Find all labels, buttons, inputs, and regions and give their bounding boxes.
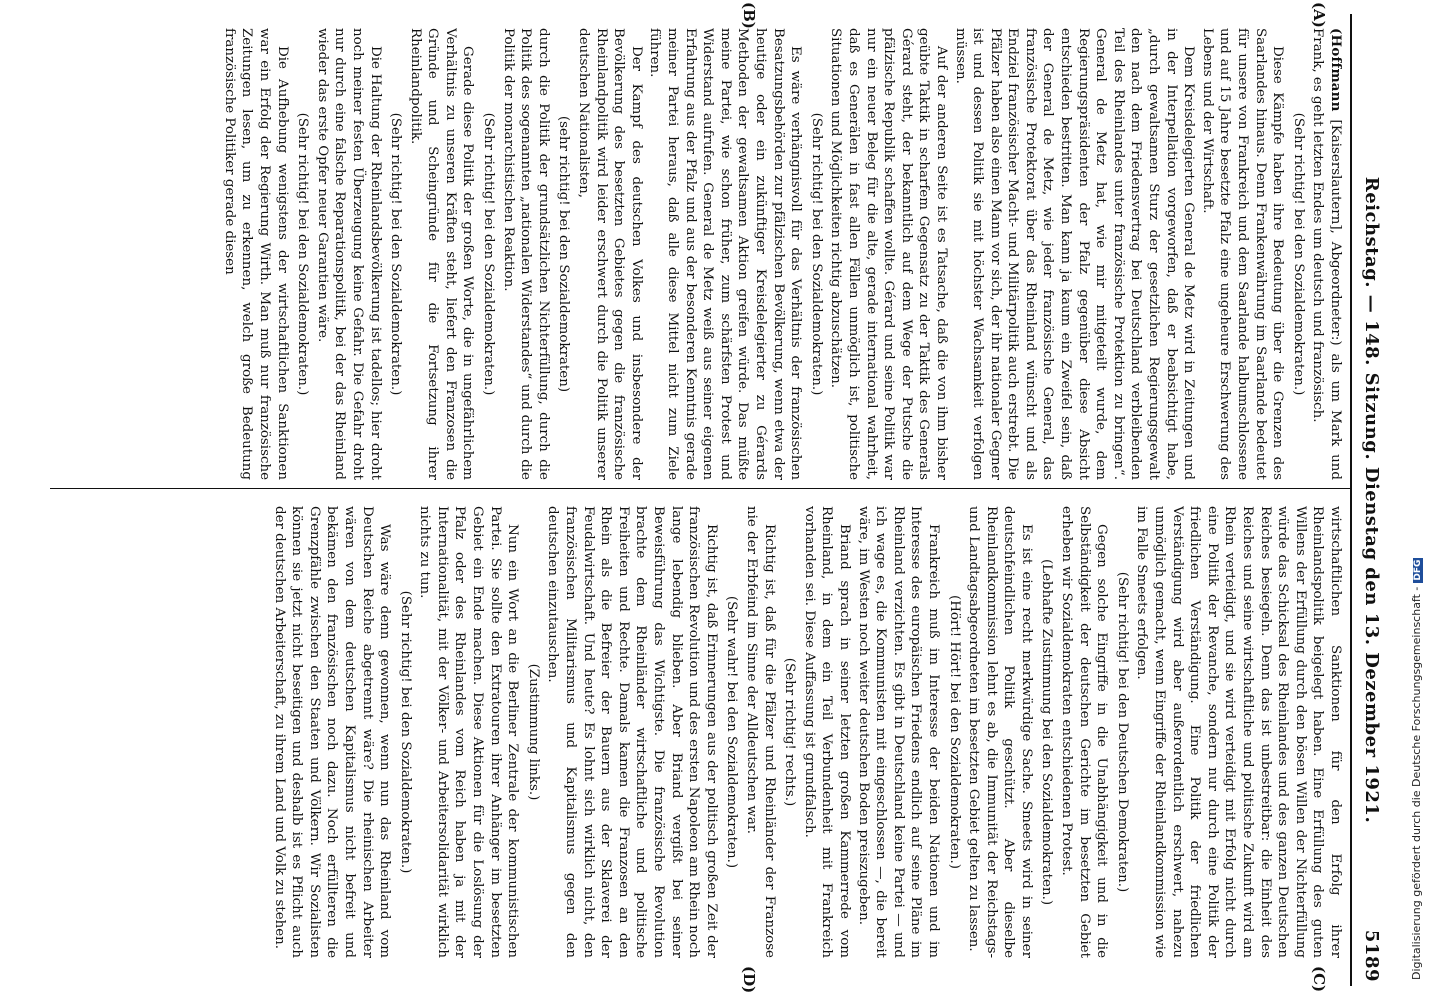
paragraph: Gerade diese Politik der großen Worte, die in ungefährlichem Verhältnis zu unseren Kräften steht, liefert den Franzosen die Gründe und Scheingründe für die Fortsetzung ihrer Rheinlandpolitik.: [407, 28, 476, 480]
interjection: (Sehr richtig! bei den Deutschen Demokraten.): [1114, 571, 1130, 893]
margin-marker-d: (D): [740, 966, 758, 994]
margin-marker-b: (B): [740, 2, 758, 29]
header-rule: [1350, 14, 1352, 986]
column-divider: [50, 488, 1350, 489]
interjection: (Sehr wahr! bei den Sozialdemokraten.): [724, 595, 740, 869]
paragraph: Es wäre verhängnisvoll für das Verhältnis der französischen Besatzungsbehörden zur pfälzischen Bevölkerung, wenn etwa der heutige oder ein zukünftiger Kreisdelegierter zu Gérards Methoden der gewaltsamen Aktion greifen würde. Das müßte meine Partei, wie schon früher, zum schärfsten Protest und Widerstand aufrufen. General de Metz weiß aus seiner eigenen Erfahrung aus der Pfalz und aus der besonderen Kenntnis gerade meiner Partei heraus, daß alle diese Mittel nicht zum Ziele führen.: [647, 28, 804, 480]
interjection: (Sehr richtig! bei den Sozialdemokraten.): [1290, 112, 1306, 396]
margin-marker-a: (A): [1310, 2, 1328, 28]
page-number: 5189: [1361, 929, 1382, 982]
interjection: (sehr richtig! bei den Sozialdemokraten): [556, 115, 572, 393]
paragraph: Die Haltung der Rheinlandsbevölkerung ist tadellos; hier droht noch meiner festen Überzeugung keine Gefahr. Die Gefahr droht nur durch eine falsche Reparationspolitik, bei der das Rheinland wieder das erste Opfer neuer Garantien wäre.: [314, 28, 383, 480]
paragraph: Nun ein Wort an die Berliner Zentrale der kommunistischen Partei. Sie sollte den Extratouren ihrer Anhänger im besetzten Gebiet ein Ende machen. Diese Aktionen für die Loslösung der Pfalz oder des Rheinlandes vom Reich haben ja mit der Internationalität, mit der Völker- und Arbeitersolidarität wirklich nichts zu tun.: [417, 506, 521, 958]
interjection: (Lebhafte Zustimmung bei den Sozialdemokraten.): [1039, 558, 1055, 906]
margin-marker-c: (C): [1310, 966, 1328, 993]
paragraph: Der Kampf des deutschen Volkes und insbesondere der Bevölkerung des besetzten Gebietes gegen die französische Rheinlandpolitik wird leider erschwert durch die Politik unserer deutschen Nationalisten,: [576, 28, 644, 480]
interjection: (Sehr richtig! bei den Sozialdemokraten.): [481, 112, 497, 396]
right-text-column: [54, 506, 1344, 958]
paragraph: Briand sprach in seiner letzten großen Kammerrede vom Rheinland, in dem ein Teil Verbundenheit mit Frankreich vorhanden sei. Diese Auffassung ist grundfalsch.: [801, 506, 852, 958]
interjection: (Sehr richtig! rechts.): [782, 657, 798, 807]
footer-credit-text: Digitalisierung gefördert durch die Deutsche Forschungsgemeinschaft -: [1410, 586, 1423, 980]
paragraph: Auf der anderen Seite ist es Tatsache, daß die von ihm bisher geübte Taktik in scharfem Gegensatz zu der Taktik des Generals Gérard steht, der bekanntlich auf dem Wege der Putsche die pfälzische Republik schaffen wollte. Gérard und seine Politik war nur ein neuer Beleg für die alte, gerade international wahrheit, daß es Generälen in fast allen Fällen unmöglich ist, politische Situationen und Möglichkeiten richtig abzuschätzen.: [828, 28, 949, 480]
paragraph: Richtig ist, daß für die Pfälzer und Rheinländer der Franzose nie der Erbfeind im Sinne der Alldeutschen war.: [744, 506, 777, 958]
paragraph: wirtschaftlichen Sanktionen für den Erfolg ihrer Rheinlandspolitik beigelegt haben. Eine Erfüllung des guten Willens der Erfüllung durch den bösen Willen der Nichterfüllung würde das Schicksal des Rheinlandes und des ganzen Deutschen Reiches besiegeln. Denn das ist unbestreitbar: die Einheit des Reiches und seine wirtschaftliche und politische Zukunft wird am Rhein verteidigt, und sie wird verteidigt mit Erfolg nicht durch eine Politik der Revanche, sondern nur durch eine Politik der friedlichen Verständigung. Eine Politik der friedlichen Verständigung wird aber außerordentlich erschwert, nahezu unmöglich gemacht, wenn Eingriffe der Rheinlandkommission wie im Falle Smeets erfolgen.: [1134, 506, 1343, 958]
paragraph: Dem Kreisdelegierten General de Metz wird in Zeitungen und in der Interpellation vorgeworfen, daß er beabsichtigt habe, „durch gewaltsamen Sturz der gesetzlichen Regierungsgewalt den nach dem Friedensvertrag bei Deutschland verbleibenden Teil des Rheinlandes unter französische Protektion zu bringen“. General de Metz hat, wie mir mitgeteilt wurde, dem Regierungspräsidenten der Pfalz gegenüber diese Absicht entschieden bestritten. Man kann ja kaum ein Zweifel sein, daß der General de Metz, wie jeder französische General, das französische Protektorat über das Rheinland wünscht und als Endziel französischer Macht- und Militärpolitik auch erstrebt. Die Pfälzer haben also einen Mann vor sich, der ihr nationaler Gegner ist und dessen Politik sie mit höchster Wachsamkeit verfolgen müssen.: [952, 28, 1197, 480]
paragraph: Gegen solche Eingriffe in die Unabhängigkeit und in die Selbständigkeit der deutschen Gerichte im besetzten Gebiet erheben wir Sozialdemokraten entschiedenen Protest.: [1059, 506, 1110, 958]
page-header: [1348, 14, 1384, 986]
header-title: Reichstag. — 148. Sitzung. Dienstag den 13. Dezember 1921.: [1361, 176, 1382, 824]
paragraph: Es ist eine recht merkwürdige Sache. Smeets wird in seiner deutschfeindlichen Politik geschützt. Aber dieselbe Rheinlandkommission lehnt es ab, die Immunität der Reichstags- und Landtagsabgeordneten im besetzten Gebiet gelten zu lassen.: [966, 506, 1034, 958]
interjection: (Sehr richtig! bei den Sozialdemokraten.): [295, 112, 311, 396]
interjection: (Sehr richtig! bei den Sozialdemokraten.): [397, 590, 413, 874]
left-text-column: [54, 28, 1344, 480]
paragraph: [1309, 28, 1344, 480]
speaker-name: (Hoffmann: [1328, 28, 1344, 112]
paragraph: Richtig ist, daß Erinnerungen aus der politisch großen Zeit der französischen Revolution und des ersten Napoleon am Rhein noch lange lebendig blieben. Aber Briand vergißt bei seiner Beweisführung das Wichtigste. Die französische Revolution brachte dem Rheinländer wirtschaftliche und politische Freiheiten und Rechte. Damals kamen die Franzosen an den Rhein als die Befreier der Bauern aus der Sklaverei der Feudalwirtschaft. Und heute? Es lohnt sich wirklich nicht, den französischen Militarismus und Kapitalismus gegen den deutschen einzutauschen.: [545, 506, 719, 958]
interjection: (Zustimmung links.): [525, 663, 541, 801]
footer-credit: [1410, 559, 1423, 980]
interjection: (Hört! Hört! bei den Sozialdemokraten.): [946, 595, 962, 869]
paragraph: Frankreich muß im Interesse der beiden Nationen und im Interesse des europäischen Friedens endlich auf seine Pläne im Rheinland verzichten. Es gibt in Deutschland keine Partei — und ich wage es, die Kommunisten mit eingeschlossen —, die bereit wäre, im Westen noch weiter deutschen Boden preiszugeben.: [855, 506, 941, 958]
paragraph: Was wäre denn gewonnen, wenn nun das Rheinland vom Deutschen Reiche abgetrennt wäre? Die rheinischen Arbeiter wären von dem deutschen Kapitalismus nicht befreit und bekämen den französischen noch dazu. Noch erfüllteren die Grenzpfähle zwischen den Staaten und Völkern. Wir Sozialisten können sie jetzt nicht beseitigen und deshalb ist es Pflicht auch der deutschen Arbeiterschaft, zu ihrem Land und Volk zu stehen.: [271, 506, 393, 958]
interjection: (Sehr richtig! bei den Sozialdemokraten.): [388, 112, 404, 396]
paragraph-text: [Kaiserslautern], Abgeordneter:) als um Mark und Frank, es geht letzten Endes um deutsch und französisch.: [1310, 28, 1343, 480]
paragraph: Diese Kämpfe haben ihre Bedeutung über die Grenzen des Saarlandes hinaus. Denn Frankenwährung im Saarlande bedeutet für unsere von Frankreich und dem Saarlande halbumschlossene und auf 15 Jahre besetzte Pfalz eine ungeheure Erschwerung des Lebens und der Wirtschaft.: [1199, 28, 1286, 480]
dfg-logo: DFG: [1413, 559, 1423, 581]
interjection: (Sehr richtig! bei den Sozialdemokraten.): [808, 112, 824, 396]
paragraph: durch die Politik der grundsätzlichen Nichterfüllung, durch die Politik des sogenannten „nationalen Widerstandes“ und durch die Politik der monarchistischen Reaktion.: [500, 28, 551, 480]
digitization-footer: [1406, 559, 1426, 1000]
paragraph: Die Aufhebung wenigstens der wirtschaftlichen Sanktionen war ein Erfolg der Regierung Wirth. Man muß nur französische Zeitungen lesen, um zu erkennen, welch große Bedeutung französische Politiker gerade diesen: [221, 28, 290, 480]
